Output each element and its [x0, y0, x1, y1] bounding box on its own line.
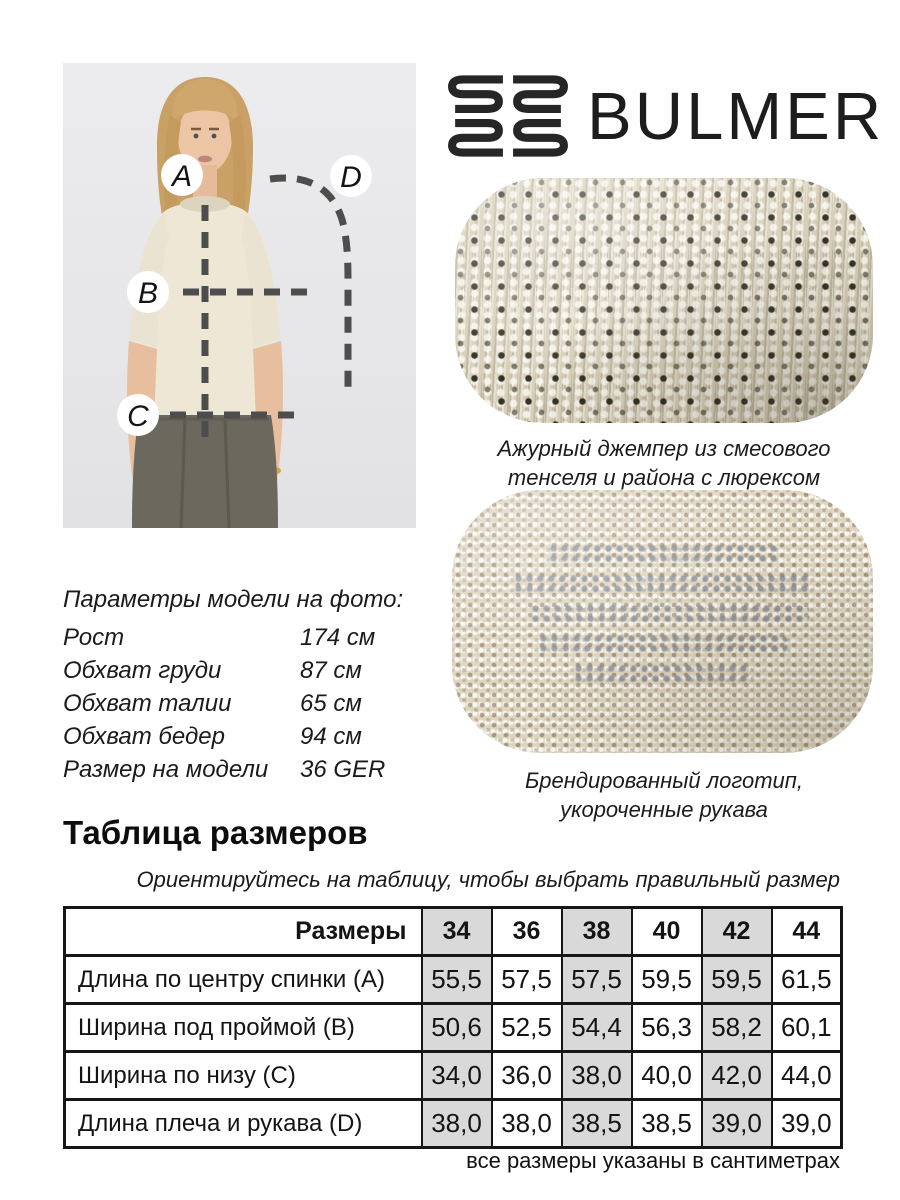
cell-value: 57,5 — [492, 956, 562, 1004]
fabric-caption-2-line-2: укороченные рукава — [560, 797, 768, 822]
cell-value: 44,0 — [772, 1052, 842, 1100]
param-value: 87 см — [300, 656, 362, 684]
cell-value: 38,0 — [492, 1100, 562, 1148]
param-label: Обхват талии — [63, 689, 232, 717]
model-photo-illustration — [63, 63, 416, 528]
param-value: 94 см — [300, 722, 362, 750]
cell-value: 40,0 — [632, 1052, 702, 1100]
table-row-underarm-width — [65, 1004, 842, 1052]
cell-value: 36,0 — [492, 1052, 562, 1100]
cell-value: 60,1 — [772, 1004, 842, 1052]
param-row-height — [63, 621, 423, 654]
row-label: Ширина под проймой (B) — [65, 1004, 422, 1052]
param-label: Рост — [63, 623, 125, 651]
fabric-closeup-openwork — [455, 178, 873, 423]
param-label: Обхват бедер — [63, 722, 225, 750]
cell-value: 38,5 — [632, 1100, 702, 1148]
param-label: Обхват груди — [63, 656, 222, 684]
cell-value: 39,0 — [772, 1100, 842, 1148]
cell-value: 59,5 — [632, 956, 702, 1004]
fabric-caption-1 — [455, 434, 873, 492]
row-label: Ширина по низу (C) — [65, 1052, 422, 1100]
size-table-footnote: все размеры указаны в сантиметрах — [466, 1148, 840, 1173]
measure-label-d: D — [340, 161, 362, 194]
cell-value: 59,5 — [702, 956, 772, 1004]
cell-value: 39,0 — [702, 1100, 772, 1148]
size-table-header-row — [65, 908, 842, 956]
fabric-caption-1-line-2: тенселя и района с люрексом — [507, 465, 821, 490]
size-col-38: 38 — [562, 908, 632, 956]
cell-value: 50,6 — [422, 1004, 492, 1052]
brand-name: BULMER — [587, 78, 885, 154]
cell-value: 55,5 — [422, 956, 492, 1004]
size-table-hint: Ориентируйтесь на таблицу, чтобы выбрать правильный размер — [136, 867, 840, 892]
cell-value: 57,5 — [562, 956, 632, 1004]
table-row-bottom-width — [65, 1052, 842, 1100]
cell-value: 52,5 — [492, 1004, 562, 1052]
param-value: 36 GER — [300, 755, 386, 783]
param-label: Размер на модели — [63, 755, 269, 783]
measure-label-b: B — [137, 277, 159, 310]
fabric-caption-1-line-1: Ажурный джемпер из смесового — [497, 436, 831, 461]
cell-value: 38,5 — [562, 1100, 632, 1148]
measure-label-c: C — [127, 400, 149, 433]
cell-value: 38,0 — [422, 1100, 492, 1148]
size-col-36: 36 — [492, 908, 562, 956]
fabric-caption-2-line-1: Брендированный логотип, — [524, 768, 803, 793]
cell-value: 56,3 — [632, 1004, 702, 1052]
model-params — [63, 586, 423, 786]
size-table — [63, 906, 843, 1149]
size-table-title: Таблица размеров — [63, 814, 368, 851]
param-value: 65 см — [300, 689, 362, 717]
param-row-bust — [63, 654, 423, 687]
param-row-hips — [63, 720, 423, 753]
model-params-title: Параметры модели на фото: — [63, 586, 404, 613]
fabric-caption-2 — [455, 766, 873, 824]
rhinestone-logo — [498, 543, 828, 684]
measure-label-a: A — [171, 160, 193, 193]
table-row-back-length — [65, 956, 842, 1004]
fabric-closeup-logo — [452, 490, 873, 753]
size-col-34: 34 — [422, 908, 492, 956]
cell-value: 54,4 — [562, 1004, 632, 1052]
row-label: Длина по центру спинки (A) — [65, 956, 422, 1004]
cell-value: 58,2 — [702, 1004, 772, 1052]
bulmer-monogram-icon — [447, 74, 569, 158]
size-col-42: 42 — [702, 908, 772, 956]
brand-header — [447, 73, 885, 159]
param-value: 174 см — [300, 623, 376, 651]
cell-value: 42,0 — [702, 1052, 772, 1100]
size-col-40: 40 — [632, 908, 702, 956]
model-photo — [63, 63, 416, 528]
size-table-corner-label: Размеры — [65, 908, 422, 956]
size-col-44: 44 — [772, 908, 842, 956]
param-row-waist — [63, 687, 423, 720]
param-row-size — [63, 753, 423, 786]
cell-value: 38,0 — [562, 1052, 632, 1100]
row-label: Длина плеча и рукава (D) — [65, 1100, 422, 1148]
table-row-shoulder-sleeve-length — [65, 1100, 842, 1148]
cell-value: 34,0 — [422, 1052, 492, 1100]
cell-value: 61,5 — [772, 956, 842, 1004]
